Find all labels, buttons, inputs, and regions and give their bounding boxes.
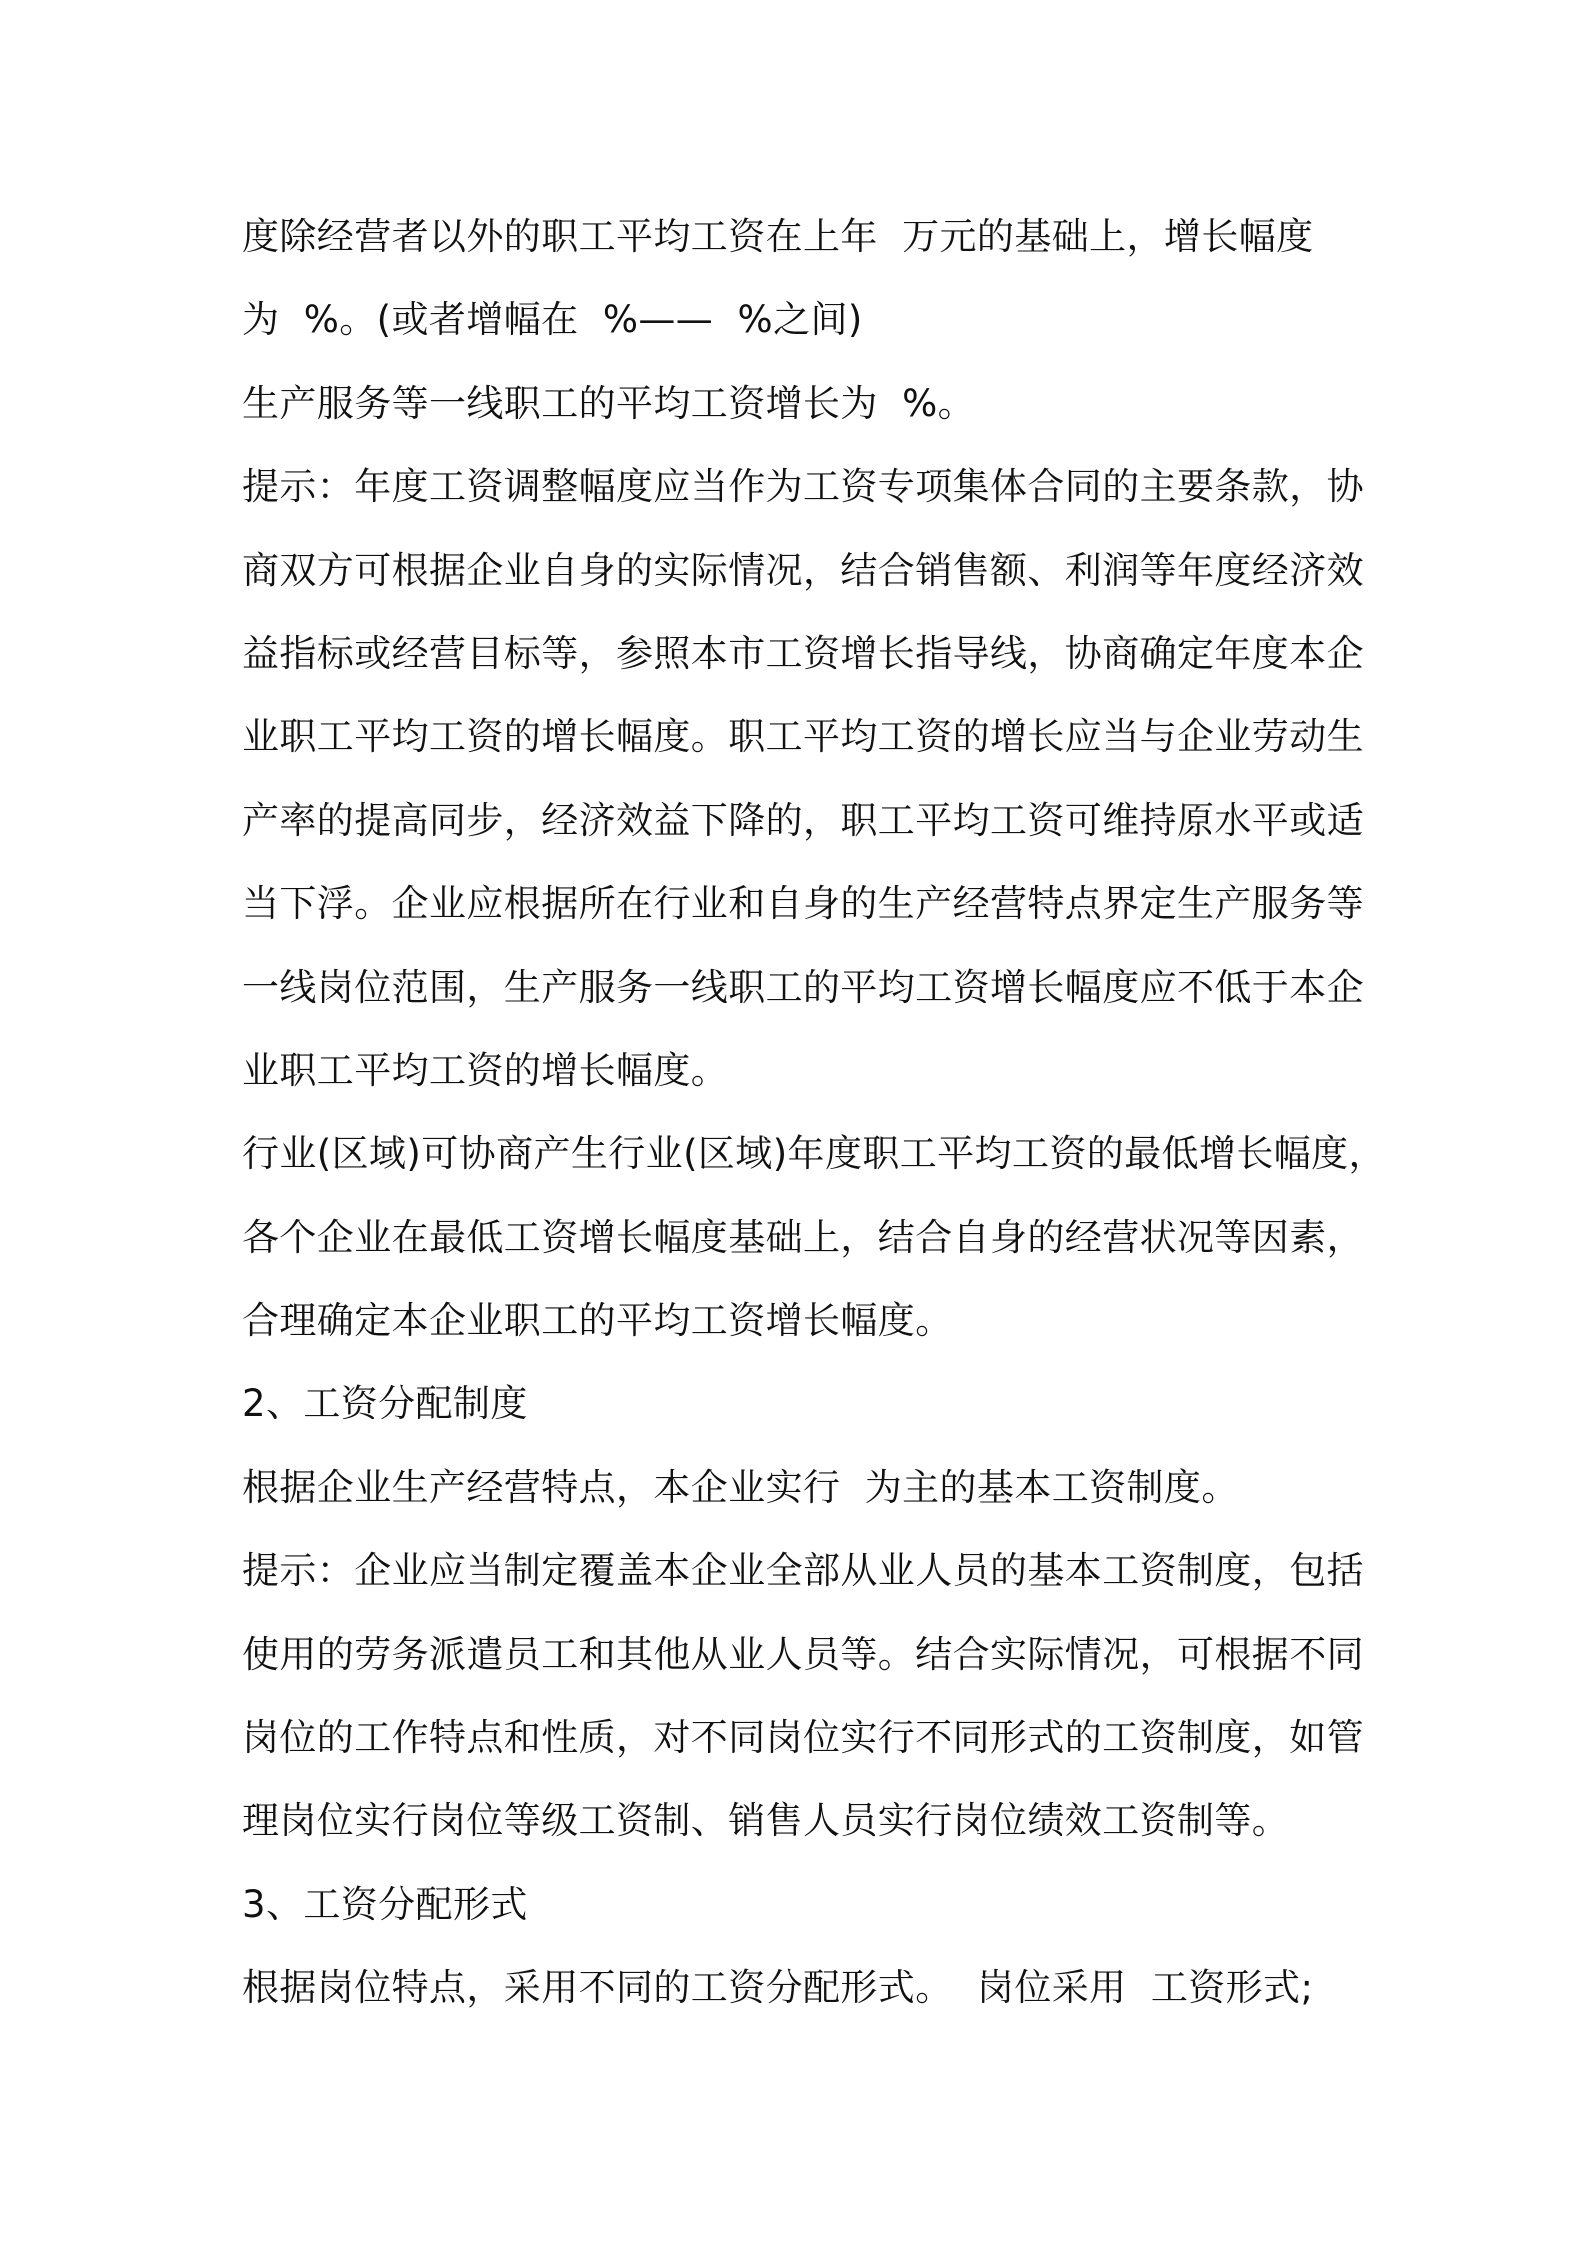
text-line: 商双方可根据企业自身的实际情况，结合销售额、利润等年度经济效: [242, 548, 1364, 592]
text-line: 根据岗位特点，采用不同的工资分配形式。 岗位采用 工资形式;: [242, 1966, 1314, 2010]
text-line: 行业(区域)可协商产生行业(区域)年度职工平均工资的最低增长幅度，: [242, 1132, 1386, 1176]
section-heading: 3、工资分配形式: [242, 1882, 528, 1926]
text-line: 业职工平均工资的增长幅度。职工平均工资的增长应当与企业劳动生: [242, 715, 1364, 759]
text-line: 当下浮。企业应根据所在行业和自身的生产经营特点界定生产服务等: [242, 882, 1364, 926]
text-line: 提示：年度工资调整幅度应当作为工资专项集体合同的主要条款，协: [242, 465, 1364, 509]
text-line: 岗位的工作特点和性质，对不同岗位实行不同形式的工资制度，如管: [242, 1716, 1364, 1760]
text-line: 为 %。(或者增幅在 %—— %之间): [242, 298, 863, 342]
text-line: 合理确定本企业职工的平均工资增长幅度。: [242, 1299, 953, 1343]
text-line: 使用的劳务派遣员工和其他从业人员等。结合实际情况，可根据不同: [242, 1632, 1364, 1676]
text-line: 一线岗位范围，生产服务一线职工的平均工资增长幅度应不低于本企: [242, 965, 1364, 1009]
text-line: 根据企业生产经营特点，本企业实行 为主的基本工资制度。: [242, 1465, 1239, 1509]
text-line: 益指标或经营目标等，参照本市工资增长指导线，协商确定年度本企: [242, 631, 1364, 675]
text-line: 理岗位实行岗位等级工资制、销售人员实行岗位绩效工资制等。: [242, 1799, 1290, 1843]
section-heading: 2、工资分配制度: [242, 1382, 528, 1426]
text-line: 业职工平均工资的增长幅度。: [242, 1048, 729, 1092]
text-line: 产率的提高同步，经济效益下降的，职工平均工资可维持原水平或适: [242, 798, 1364, 842]
text-line: 提示：企业应当制定覆盖本企业全部从业人员的基本工资制度，包括: [242, 1549, 1364, 1593]
document-body: [242, 195, 1386, 2030]
text-line: 生产服务等一线职工的平均工资增长为 %。: [242, 381, 976, 425]
text-line: 度除经营者以外的职工平均工资在上年 万元的基础上，增长幅度: [242, 215, 1314, 258]
text-line: 各个企业在最低工资增长幅度基础上，结合自身的经营状况等因素，: [242, 1215, 1364, 1259]
